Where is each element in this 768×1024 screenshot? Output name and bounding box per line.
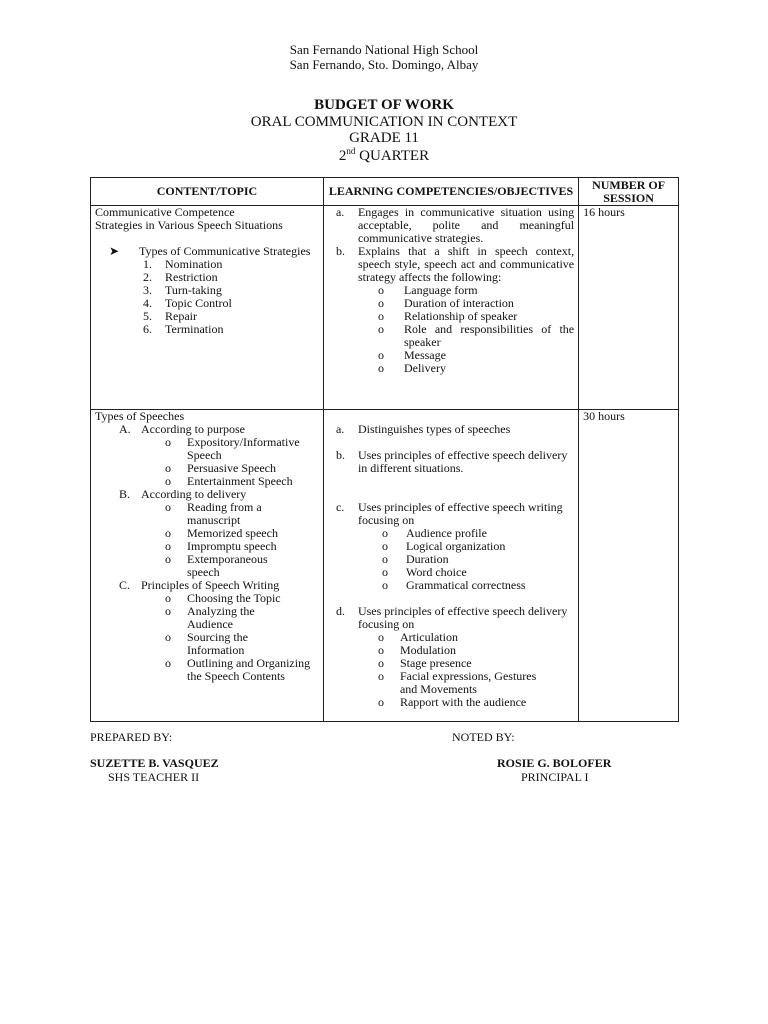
grade-level: GRADE 11 (349, 130, 419, 146)
list-item: o Extemporaneous speech (165, 552, 268, 579)
section-c-list (95, 592, 319, 683)
preparer-title: SHS TEACHER II (108, 770, 200, 784)
objective-d: d. Uses principles of effective speech delivery focusing on (335, 604, 568, 631)
list-item: o Relationship of speaker (377, 309, 518, 323)
list-item: o Delivery (377, 361, 446, 375)
table-header-row (91, 178, 679, 206)
list-item: o Outlining and Organizing the Speech Contents (165, 656, 311, 683)
list-item: 6. Termination (143, 322, 224, 336)
list-item: o Grammatical correctness (381, 578, 526, 592)
list-item: o Expository/Informative Speech (165, 435, 300, 462)
list-item: o Language form (377, 283, 478, 297)
row1-objectives-cell (323, 206, 578, 410)
document-title: BUDGET OF WORK (314, 97, 454, 113)
row2-objectives-cell (323, 410, 578, 722)
list-item: o Audience profile (381, 526, 487, 540)
objective-c-list (328, 527, 574, 592)
objective-a: a. Distinguishes types of speeches (335, 422, 511, 436)
table-row (91, 410, 679, 722)
list-item: o Word choice (381, 565, 467, 579)
list-item: o Facial expressions, Gestures and Movements (377, 669, 537, 696)
list-item: o Impromptu speech (165, 539, 277, 553)
list-item: o Reading from a manuscript (165, 500, 262, 527)
list-item: o Modulation (377, 643, 456, 657)
row1-session-cell: 16 hours (579, 206, 679, 410)
list-item: o Stage presence (377, 656, 472, 670)
strategies-list (95, 258, 319, 336)
header-sessions: NUMBER OF SESSION (579, 178, 679, 206)
topic-title: Communicative Competence (95, 205, 235, 219)
header-competencies: LEARNING COMPETENCIES/OBJECTIVES (323, 178, 578, 206)
section-b-list (95, 501, 319, 579)
list-item: 4. Topic Control (143, 296, 232, 310)
list-item: o Entertainment Speech (165, 474, 293, 488)
objective-c: c. Uses principles of effective speech writing focusing on (335, 500, 563, 527)
list-item: o Logical organization (381, 539, 506, 553)
list-item: o Message (377, 348, 446, 362)
list-item: o Duration (381, 552, 449, 566)
topic-title: Strategies in Various Speech Situations (95, 218, 283, 232)
quarter-label: 2nd QUARTER (338, 146, 430, 164)
list-item: 5. Repair (143, 309, 197, 323)
list-item: 3. Turn-taking (143, 283, 222, 297)
noter-title: PRINCIPAL I (521, 770, 589, 784)
subject-title: ORAL COMMUNICATION IN CONTEXT (250, 114, 518, 130)
topic-title: Types of Speeches (95, 409, 185, 423)
noter-name: ROSIE G. BOLOFER (497, 756, 612, 770)
table-row (91, 206, 679, 410)
objective-b: b. Explains that a shift in speech context, speech style, speech act and communicative strategy affects the following: (335, 244, 575, 284)
budget-table (90, 177, 679, 722)
noted-by-label: NOTED BY: (452, 730, 515, 744)
section-c: C. Principles of Speech Writing (119, 578, 280, 592)
list-item: ➤ Types of Communicative Strategies (109, 244, 311, 258)
list-item: o Duration of interaction (377, 296, 514, 310)
list-item: o Role and responsibilities of the speaker (377, 322, 575, 349)
section-a-list (95, 436, 319, 488)
objective-b: b. Uses principles of effective speech delivery in different situations. (335, 448, 568, 475)
section-a: A. According to purpose (119, 422, 245, 436)
list-item: 2. Restriction (143, 270, 218, 284)
prepared-by-label: PREPARED BY: (90, 730, 173, 744)
arrow-bullet-icon: ➤ (109, 244, 120, 258)
objective-a: a. Engages in communicative situation using acceptable, polite and meaningful communicative strategies. (335, 205, 575, 245)
row1-topic-cell (91, 206, 324, 410)
objective-d-list (328, 631, 574, 709)
list-item: o Memorized speech (165, 526, 278, 540)
school-address: San Fernando, Sto. Domingo, Albay (289, 57, 479, 72)
school-name: San Fernando National High School (289, 42, 479, 57)
row2-topic-cell (91, 410, 324, 722)
list-item: o Analyzing the Audience (165, 604, 255, 631)
row2-session-cell: 30 hours (579, 410, 679, 722)
preparer-name: SUZETTE B. VASQUEZ (90, 756, 219, 770)
list-item: o Sourcing the Information (165, 630, 248, 657)
list-item: 1. Nomination (143, 257, 223, 271)
list-item: o Choosing the Topic (165, 591, 281, 605)
list-item: o Articulation (377, 630, 458, 644)
objective-b-list (328, 284, 574, 375)
section-b: B. According to delivery (119, 487, 247, 501)
list-item: o Persuasive Speech (165, 461, 276, 475)
header-content-topic: CONTENT/TOPIC (91, 178, 324, 206)
list-item: o Rapport with the audience (377, 695, 527, 709)
